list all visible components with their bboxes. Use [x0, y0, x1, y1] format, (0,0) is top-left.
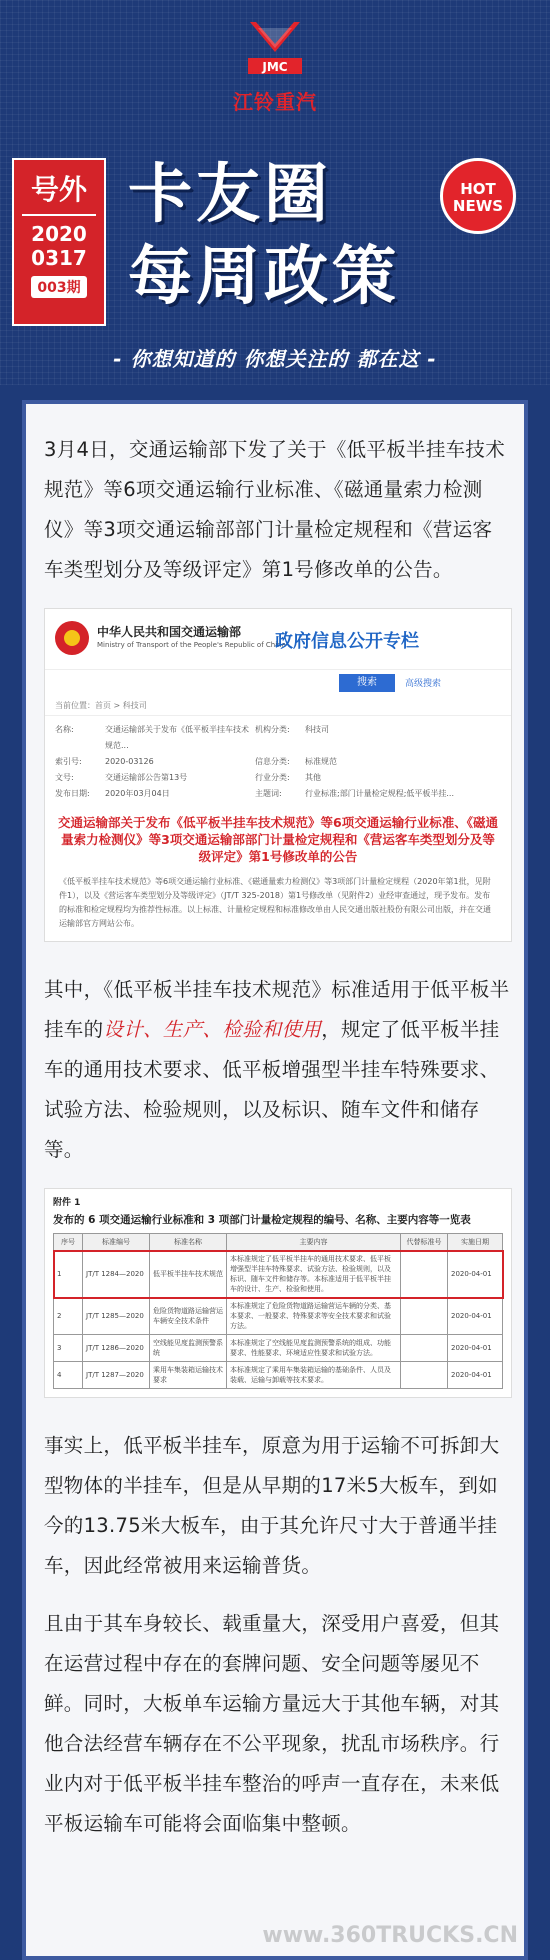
jmc-logo-icon: [244, 18, 306, 80]
article-frame: [22, 400, 528, 1960]
search-row: [45, 670, 511, 696]
hot-label: HOT: [460, 180, 496, 198]
title-line-2: 每周政策: [128, 240, 400, 314]
notice-body: 《低平板半挂车技术规范》等6项交通运输行业标准、《磁通量索力检测仪》等3项部门计量检定规程（2020年第1批，见附件1），以及《营运客车类型划分及等级评定》（JT/T 325-2018）第1号修改单（见附件2）业经审查通过，现予发布。发布的标准和检定规程均为推荐性标准。以上标准、计量检定规程和标准修改单由人民交通出版社股份有限公司出版，并在交通运输部官方网站公布。: [59, 877, 491, 928]
header-banner: [0, 0, 550, 385]
issue-label: 号外: [30, 173, 87, 206]
table-row: 2 JT/T 1285—2020 危险货物道路运输营运车辆安全技术条件 本标准规定了危险货物道路运输营运车辆的分类、基本要求、一般要求、特殊要求等安全技术要求和试验方法。 2020-04-01: [54, 1298, 503, 1335]
table-title: 发布的 6 项交通运输行业标准和 3 项部门计量检定规程的编号、名称、主要内容等一览表: [53, 1214, 471, 1226]
article-content: [44, 430, 512, 1862]
issue-divider: [22, 214, 96, 216]
notice-meta: [45, 716, 511, 808]
brand-name: 江铃重汽: [233, 90, 317, 114]
search-button: 搜索: [339, 674, 395, 692]
advanced-search-link: 高级搜索: [405, 679, 442, 689]
standards-table: [53, 1233, 503, 1389]
issue-number: 003期: [31, 276, 86, 298]
brand-logo: [215, 18, 335, 128]
paragraph-3: 事实上，低平板半挂车，原意为用于运输不可拆卸大型物体的半挂车，但是从早期的17米5大板车，到如今的13.75米大板车，由于其允许尺寸大于普通半挂车，因此经常被用来运输普货。: [44, 1434, 500, 1577]
title-line-1: 卡友圈: [128, 158, 332, 232]
table-row: 4 JT/T 1287—2020 乘用车集装箱运输技术要求 本标准规定了乘用车集装箱运输的基础条件、人员及装载、运输与卸载等技术要求。 2020-04-01: [54, 1362, 503, 1389]
table-row: 3 JT/T 1286—2020 空线能见度监测预警系统 本标准规定了空线能见度监测预警系统的组成、功能要求、性能要求、环境适应性要求和试验方法。 2020-04-01: [54, 1335, 503, 1362]
ministry-name-en: Ministry of Transport of the People's Republic of China: [97, 641, 286, 649]
issue-year: 2020: [31, 222, 87, 246]
meta-row: 发布日期: 2020年03月04日 主题词: 行业标准;部门计量检定规程;低平板半挂...: [55, 789, 455, 798]
meta-row: 文号: 交通运输部公告第13号 行业分类: 其他: [55, 773, 321, 782]
slogan: - 你想知道的 你想关注的 都在这 -: [113, 347, 437, 371]
ministry-name: 中华人民共和国交通运输部: [97, 625, 242, 639]
gov-notice-screenshot: [44, 608, 512, 942]
annex-label: 附件 1: [53, 1198, 81, 1208]
hot-news-badge: [440, 158, 516, 234]
gov-header: [45, 609, 511, 670]
table-row: 1 JT/T 1284—2020 低平板半挂车技术规范 本标准规定了低平板半挂车的通用技术要求、低平板增强型半挂车特殊要求、试验方法、检验规则，以及标识、随车文件和储存等。本标准适用于低平板半挂车的设计、生产、检验和使用。 2020-04-01: [54, 1251, 503, 1298]
meta-row: 索引号: 2020-03126 信息分类: 标准规范: [55, 757, 337, 766]
paragraph-1: 3月4日，交通运输部下发了关于《低平板半挂车技术规范》等6项交通运输行业标准、《磁通量索力检测仪》等3项交通运输部部门计量检定规程和《营运客车类型划分及等级评定》第1号修改单的公告。: [44, 438, 506, 581]
info-column-title: 政府信息公开专栏: [275, 631, 419, 652]
site-watermark: www.360TRUCKS.CN: [262, 1923, 518, 1948]
notice-title: 交通运输部关于发布《低平板半挂车技术规范》等6项交通运输行业标准、《磁通量索力检测仪》等3项交通运输部部门计量检定规程和《营运客车类型划分及等级评定》第1号修改单的公告: [58, 815, 498, 864]
national-emblem-icon: [55, 621, 89, 655]
svg-text:JMC: JMC: [262, 60, 288, 74]
table-header-row: 序号 标准编号 标准名称 主要内容 代替标准号 实施日期: [54, 1234, 503, 1251]
issue-badge: [12, 158, 106, 326]
paragraph-2: 其中，《低平板半挂车技术规范》标准适用于低平板半挂车的设计、生产、检验和使用，规定了低平板半挂车的通用技术要求、低平板增强型半挂车特殊要求、试验方法、检验规则，以及标识、随车文件和储存等。: [44, 978, 510, 1161]
paragraph-4: 且由于其车身较长、载重量大，深受用户喜爱，但其在运营过程中存在的套牌问题、安全问题等屡见不鲜。同时，大板单车运输方量远大于其他车辆，对其他合法经营车辆存在不公平现象，扰乱市场秩序。行业内对于低平板半挂车整治的呼声一直存在，未来低平板运输车可能将会面临集中整顿。: [44, 1612, 500, 1835]
standards-table-screenshot: [44, 1188, 512, 1398]
breadcrumb: 当前位置：首页 > 科技司: [45, 696, 511, 716]
issue-date: 0317: [31, 246, 87, 270]
meta-row: 名称: 交通运输部关于发布《低平板半挂车技术规范... 机构分类: 科技司: [55, 725, 329, 750]
highlight-text: 设计、生产、检验和使用: [103, 1018, 322, 1041]
news-label: NEWS: [452, 197, 504, 215]
